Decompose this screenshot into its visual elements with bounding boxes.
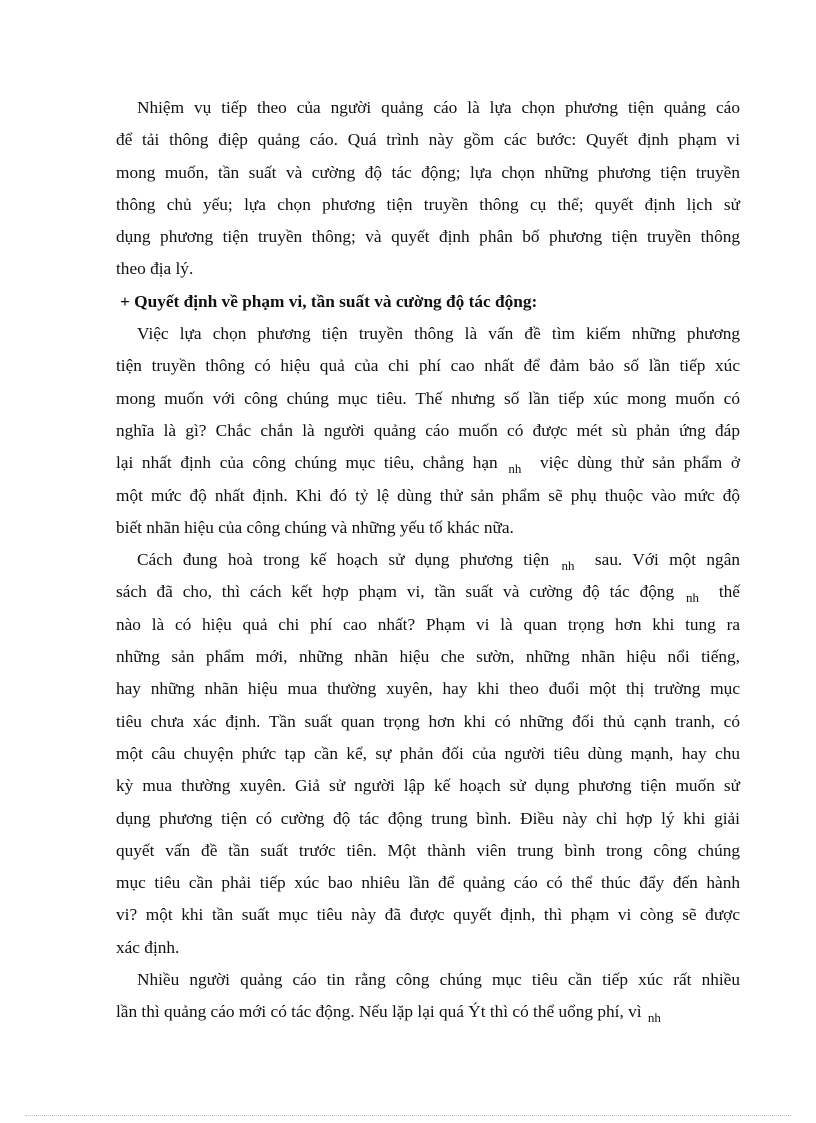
inline-fragment: nh — [508, 461, 522, 477]
text-line: biết nhãn hiệu của công chúng và những yếu tố khác nữa. — [116, 517, 514, 537]
document-page — [116, 92, 740, 1029]
text-line — [116, 996, 740, 1028]
paragraph — [116, 964, 740, 1029]
paragraph — [116, 544, 740, 964]
text-line: để tải thông điệp quảng cáo. Quá trình này gồm các bước: Quyết định phạm vi — [116, 130, 740, 150]
text-line: thông chủ yếu; lựa chọn phương tiện truyền thông cụ thể; quyết định lịch sử — [116, 194, 740, 214]
text-line: mong muốn với công chúng mục tiêu. Thế nhưng số lần tiếp xúc mong muốn có — [116, 388, 740, 408]
text-line: Nhiệm vụ tiếp theo của người quảng cáo là lựa chọn phương tiện quảng cáo — [137, 98, 740, 117]
section-heading — [116, 286, 740, 318]
text-segment: sau. Với một ngân — [594, 550, 741, 570]
text-line: nào là có hiệu quả chi phí cao nhất? Phạm vi là quan trọng hơn khi tung ra — [116, 614, 740, 634]
text-line: quyết vấn đề tần suất trước tiên. Một thành viên trung bình trong công chúng — [116, 840, 740, 860]
text-segment: việc dùng thử sản phẩm ở — [539, 453, 740, 473]
text-line: + Quyết định về phạm vi, tần suất và cường độ tác động: — [120, 291, 538, 311]
text-line — [116, 447, 740, 479]
text-line — [116, 544, 740, 576]
text-line: theo địa lý. — [116, 259, 194, 279]
text-line: Nhiều người quảng cáo tin rằng công chúng mục tiêu cần tiếp xúc rất nhiều — [137, 970, 740, 990]
inline-fragment: nh — [686, 590, 700, 606]
text-line: mong muốn, tần suất và cường độ tác động; lựa chọn những phương tiện truyền — [116, 162, 740, 182]
text-line: mục tiêu cần phải tiếp xúc bao nhiêu lần để quảng cáo có thể thúc đẩy đến hành — [116, 873, 740, 893]
text-line: hay những nhãn hiệu mua thường xuyên, hay khi theo đuổi một thị trường mục — [116, 679, 740, 699]
text-segment: sách đã cho, thì cách kết hợp phạm vi, tần suất và cường độ tác động — [116, 582, 675, 602]
text-line: một câu chuyện phức tạp cần kể, sự phản đối của người tiêu dùng mạnh, hay chu — [116, 743, 740, 763]
text-line: những sản phẩm mới, những nhãn hiệu che sườn, những nhãn hiệu nổi tiếng, — [116, 647, 740, 667]
text-line: xác định. — [116, 937, 180, 957]
text-segment: lại nhất định của công chúng mục tiêu, chẳng hạn — [116, 453, 498, 473]
inline-fragment: nh — [647, 1010, 661, 1026]
paragraph — [116, 92, 740, 286]
text-line: nghĩa là gì? Chắc chắn là người quảng cáo muốn có được mét sù phản ứng đáp — [116, 420, 740, 440]
inline-fragment: nh — [561, 558, 575, 574]
text-line: tiện truyền thông có hiệu quả của chi phí cao nhất để đảm bảo số lần tiếp xúc — [116, 356, 740, 376]
text-line: vi? một khi tần suất mục tiêu này đã được quyết định, thì phạm vi còng sẽ được — [116, 905, 740, 925]
paragraph — [116, 318, 740, 544]
text-line: Việc lựa chọn phương tiện truyền thông là vấn đề tìm kiếm những phương — [137, 324, 740, 344]
text-line: dụng phương tiện có cường độ tác động trung bình. Điều này chỉ hợp lý khi giải — [116, 808, 740, 828]
text-segment: Cách đung hoà trong kế hoạch sử dụng phương tiện — [137, 550, 550, 570]
text-line: dụng phương tiện truyền thông; và quyết định phân bố phương tiện truyền thông — [116, 227, 740, 247]
text-line: một mức độ nhất định. Khi đó tỷ lệ dùng thử sản phẩm sẽ phụ thuộc vào mức độ — [116, 485, 740, 505]
text-line: tiêu chưa xác định. Tần suất quan trọng hơn khi có những đối thủ cạnh tranh, có — [116, 711, 740, 731]
page-bottom-divider — [25, 1115, 791, 1116]
text-segment: lần thì quảng cáo mới có tác động. Nếu lặp lại quá Ýt thì có thể uổng phí, vì — [116, 1002, 642, 1022]
text-line — [116, 576, 740, 608]
text-segment: thế — [718, 582, 740, 602]
text-line: kỳ mua thường xuyên. Giả sử người lập kế hoạch sử dụng phương tiện muốn sử — [116, 776, 740, 796]
